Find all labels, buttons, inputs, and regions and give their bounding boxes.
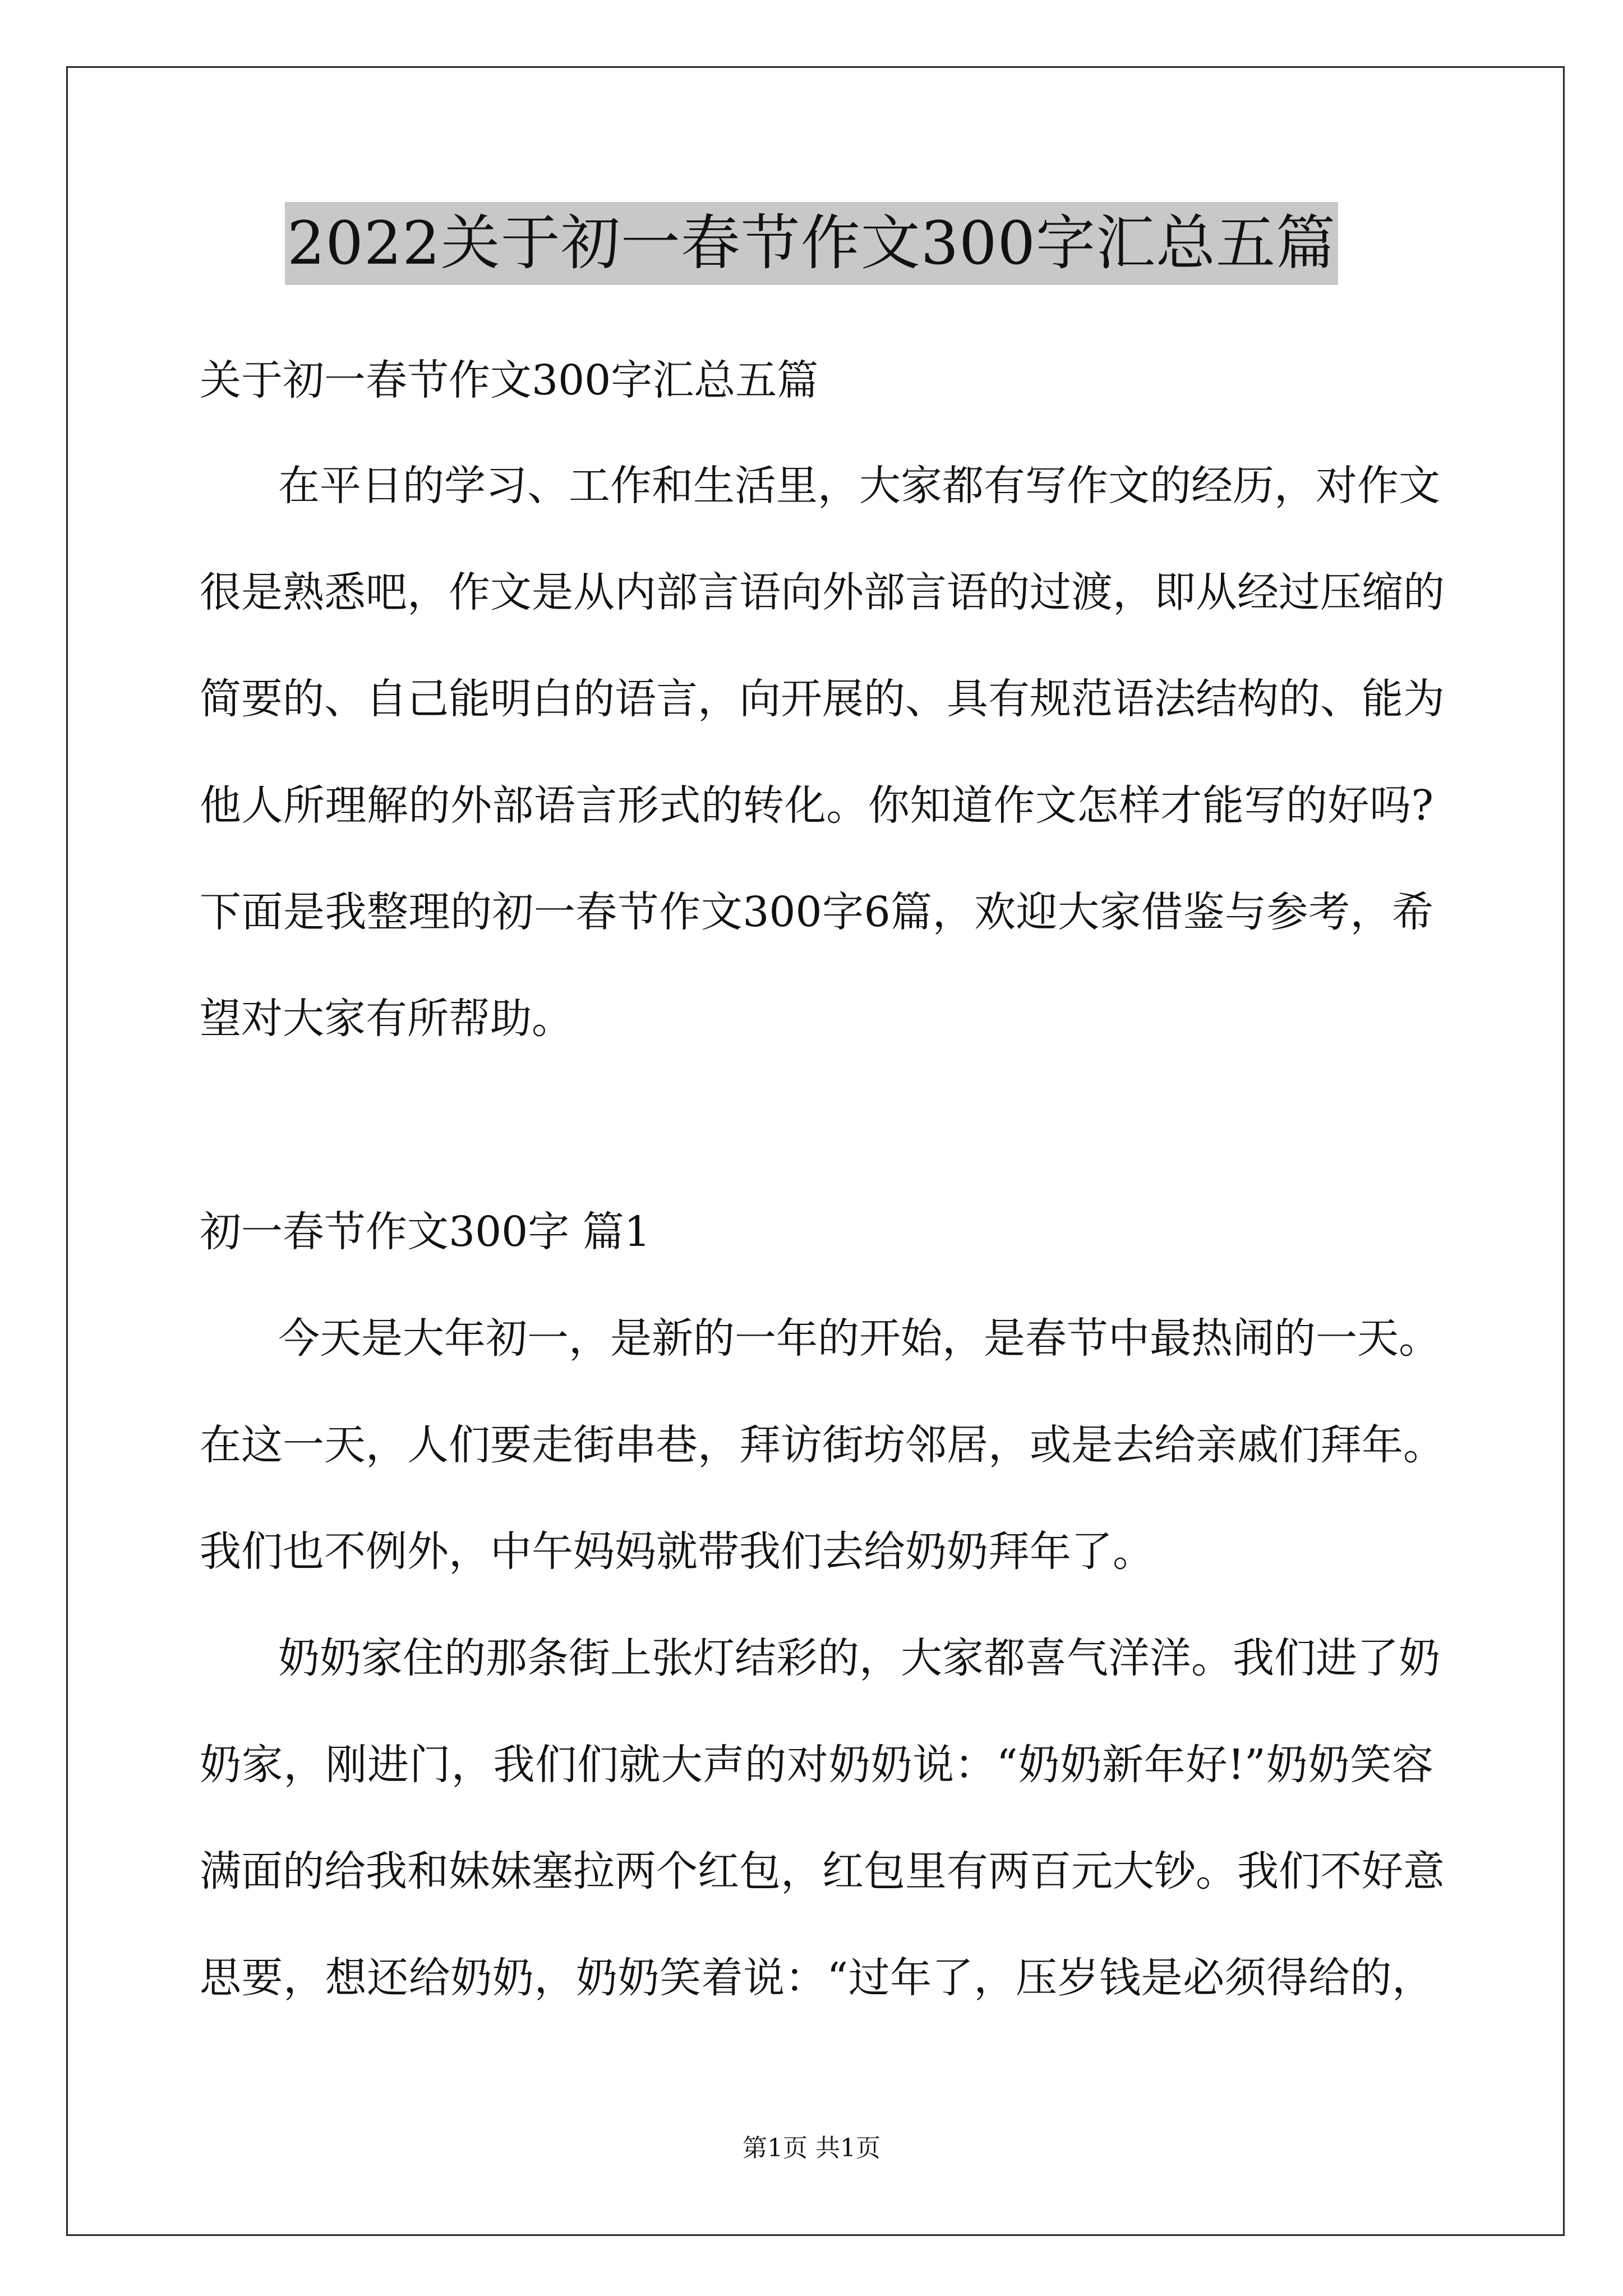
para1-line-1: 今天是大年初一，是新的一年的开始，是春节中最热闹的一天。 [278, 1314, 1440, 1363]
para2-line-4: 思要，想还给奶奶，奶奶笑着说：“过年了，压岁钱是必须得给的， [200, 1954, 1433, 2002]
para2-line-1: 奶奶家住的那条街上张灯结彩的，大家都喜气洋洋。我们进了奶 [278, 1634, 1440, 1682]
para2-line-3: 满面的给我和妹妹塞拉两个红包，红包里有两百元大钞。我们不好意 [200, 1847, 1445, 1895]
para2-line-2: 奶家，刚进门，我们们就大声的对奶奶说：“奶奶新年好!”奶奶笑容 [200, 1741, 1433, 1789]
intro-line-2: 很是熟悉吧，作文是从内部言语向外部言语的过渡，即从经过压缩的 [200, 568, 1445, 616]
intro-line-5: 下面是我整理的初一春节作文300字6篇，欢迎大家借鉴与参考，希 [200, 888, 1433, 936]
document-title: 2022关于初一春节作文300字汇总五篇 [285, 202, 1338, 285]
intro-line-1: 在平日的学习、工作和生活里，大家都有写作文的经历，对作文 [278, 462, 1440, 510]
section-heading: 初一春节作文300字 篇1 [200, 1208, 651, 1256]
page-footer: 第1页 共1页 [743, 2134, 880, 2162]
intro-line-6: 望对大家有所帮助。 [200, 995, 573, 1043]
intro-line-3: 简要的、自己能明白的语言，向开展的、具有规范语法结构的、能为 [200, 675, 1445, 723]
para1-line-3: 我们也不例外，中午妈妈就带我们去给奶奶拜年了。 [200, 1527, 1154, 1576]
intro-line-4: 他人所理解的外部语言形式的转化。你知道作文怎样才能写的好吗? [200, 781, 1433, 830]
document-subtitle: 关于初一春节作文300字汇总五篇 [200, 356, 819, 404]
para1-line-2: 在这一天，人们要走街串巷，拜访街坊邻居，或是去给亲戚们拜年。 [200, 1421, 1445, 1469]
title-container [0, 202, 1623, 285]
